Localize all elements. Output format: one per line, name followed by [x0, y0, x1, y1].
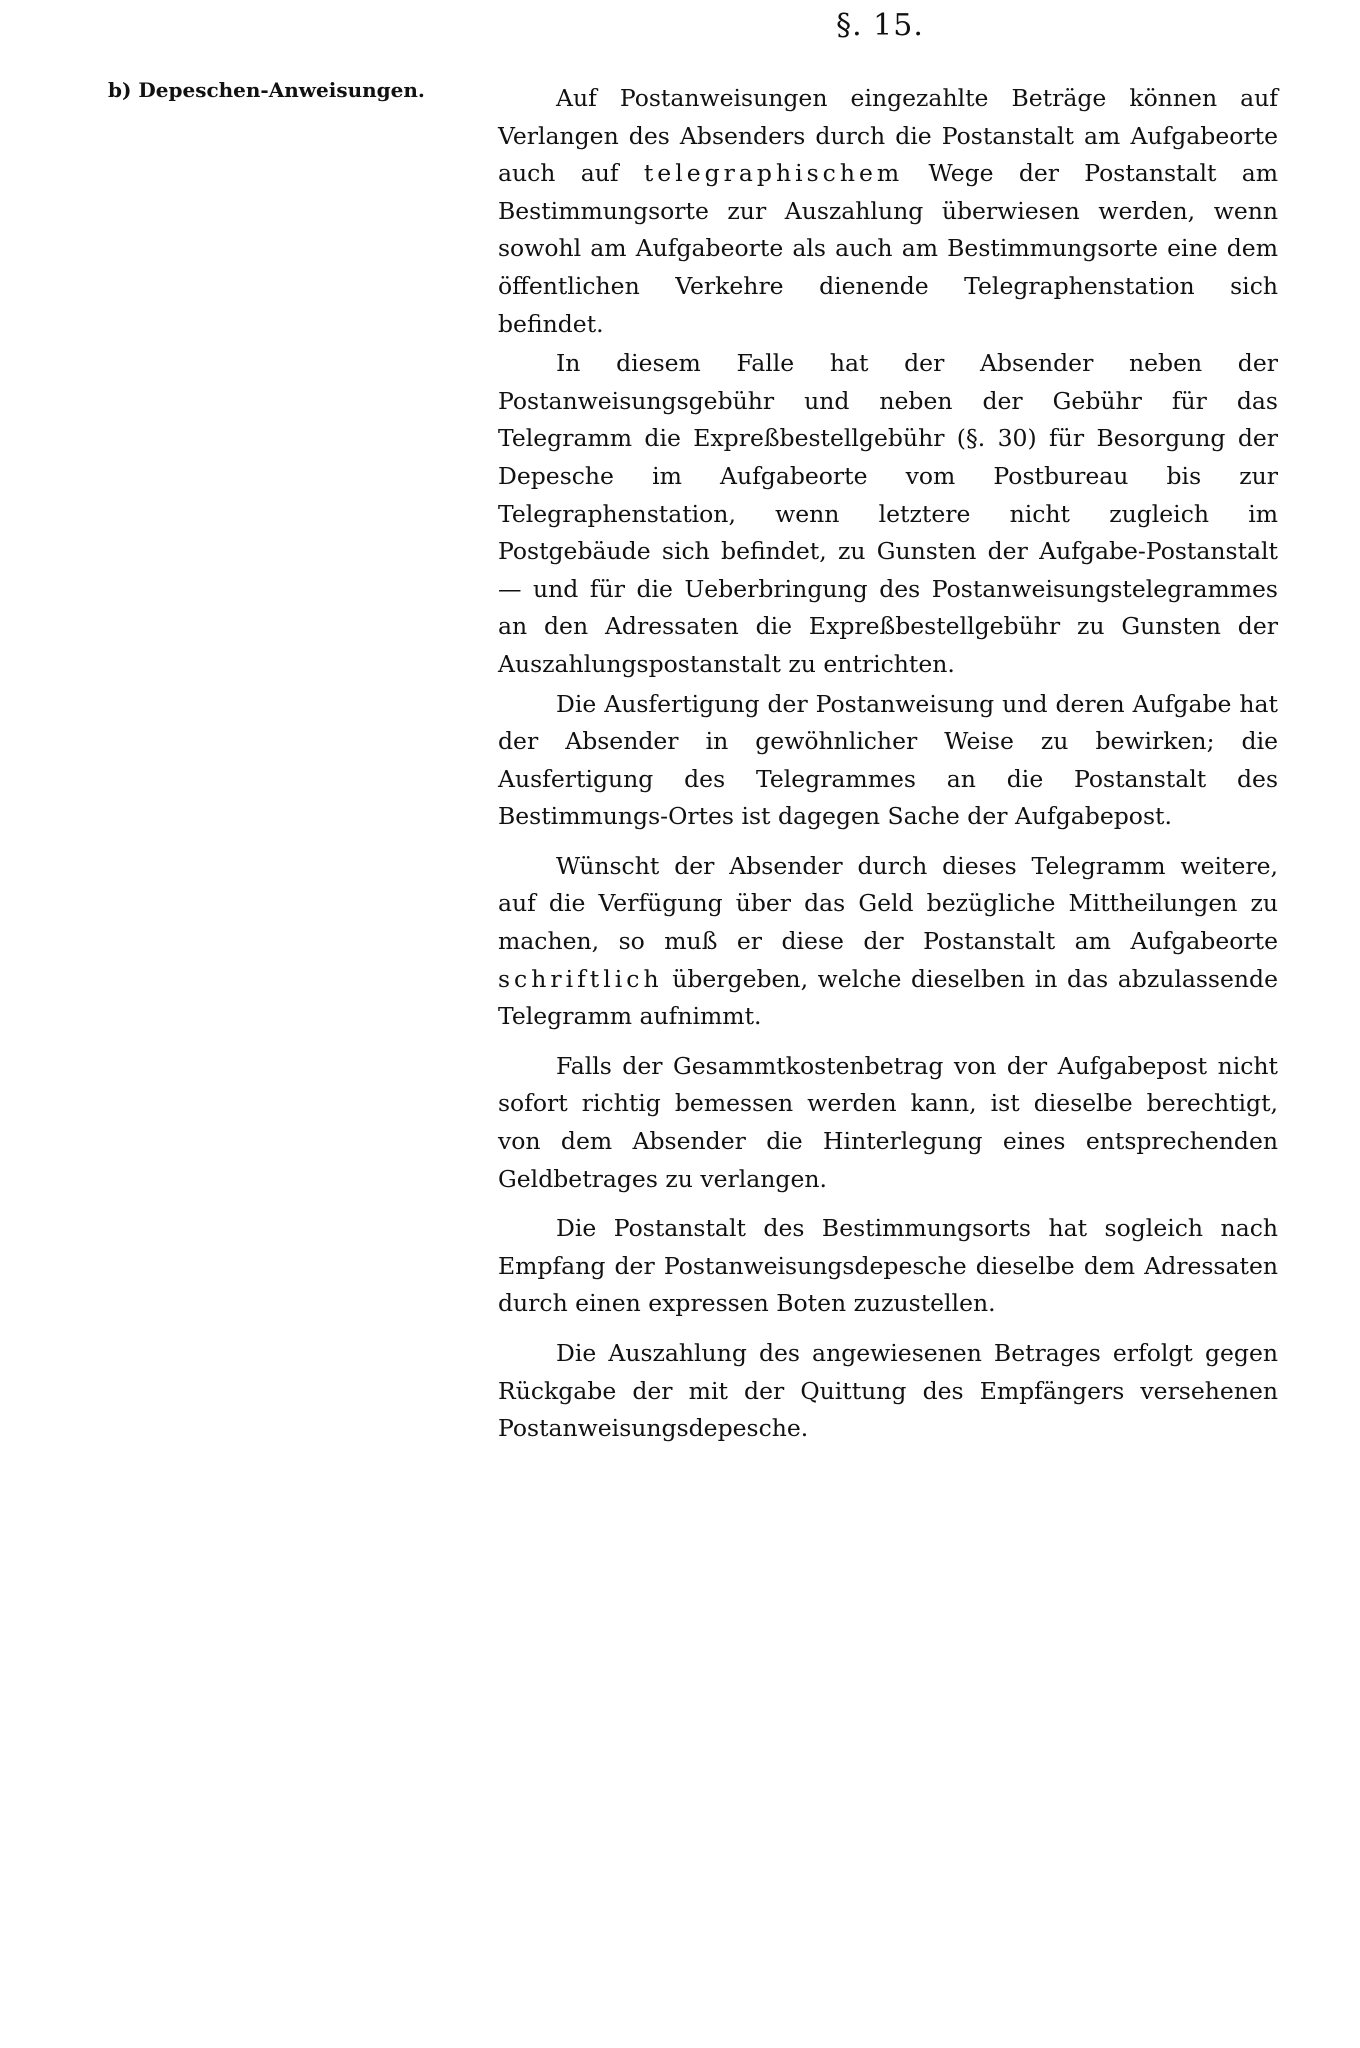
body-text [498, 80, 1278, 1460]
paragraph-1-text-start: Auf Postanweisungen eingezahlte Beträge können auf Verlangen des Absenders durch die Postanstalt am Aufgabeorte auch auf [498, 84, 1278, 188]
paragraph-1 [498, 80, 1278, 343]
paragraph-1-text-end: Wege der Postanstalt am Bestimmungsorte zur Auszahlung überwiesen werden, wenn sowohl am Aufgabeorte als auch am Bestimmungsorte eine dem öffentlichen Verkehre dienende Telegraphenstation sich befindet. [498, 159, 1278, 338]
paragraph-4-text-end: übergeben, welche dieselben in das abzulassende Telegramm aufnimmt. [498, 964, 1278, 1031]
paragraph-4-spaced-word: schriftlich [498, 964, 663, 993]
margin-note: b) Depeschen-Anweisungen. [108, 78, 425, 102]
paragraph-6: Die Postanstalt des Bestimmungsorts hat sogleich nach Empfang der Postanweisungsdepesche dieselbe dem Adressaten durch einen expressen Boten zuzustellen. [498, 1214, 1278, 1318]
paragraph-7: Die Auszahlung des angewiesenen Betrages erfolgt gegen Rückgabe der mit der Quittung des Empfängers versehenen Postanweisungsdepesche. [498, 1339, 1278, 1443]
section-heading: §. 15. [836, 8, 924, 43]
paragraph-2: In diesem Falle hat der Absender neben der Postanweisungsgebühr und neben der Gebühr für das Telegramm die Expreßbestellgebühr (§. 30) für Besorgung der Depesche im Aufgabeorte vom Postbureau bis zur Telegraphenstation, wenn letztere nicht zugleich im Postgebäude sich befindet, zu Gunsten der Aufgabe-Postanstalt — und für die Ueberbringung des Postanweisungstelegrammes an den Adressaten die Expreßbestellgebühr zu Gunsten der Auszahlungspostanstalt zu entrichten. [498, 349, 1278, 678]
paragraph-1-spaced-word: telegraphischem [643, 159, 904, 188]
paragraph-3: Die Ausfertigung der Postanweisung und deren Aufgabe hat der Absender in gewöhnlicher Weise zu bewirken; die Ausfertigung des Telegrammes an die Postanstalt des Bestimmungs-Ortes ist dagegen Sache der Aufgabepost. [498, 689, 1278, 831]
paragraph-4 [498, 848, 1278, 1036]
paragraph-5: Falls der Gesammtkostenbetrag von der Aufgabepost nicht sofort richtig bemessen werden kann, ist dieselbe berechtigt, von dem Absender die Hinterlegung eines entsprechenden Geldbetrages zu verlangen. [498, 1051, 1278, 1193]
paragraph-4-text-start: Wünscht der Absender durch dieses Telegramm weitere, auf die Verfügung über das Geld bezügliche Mittheilungen zu machen, so muß er diese der Postanstalt am Aufgabeorte [498, 851, 1278, 956]
